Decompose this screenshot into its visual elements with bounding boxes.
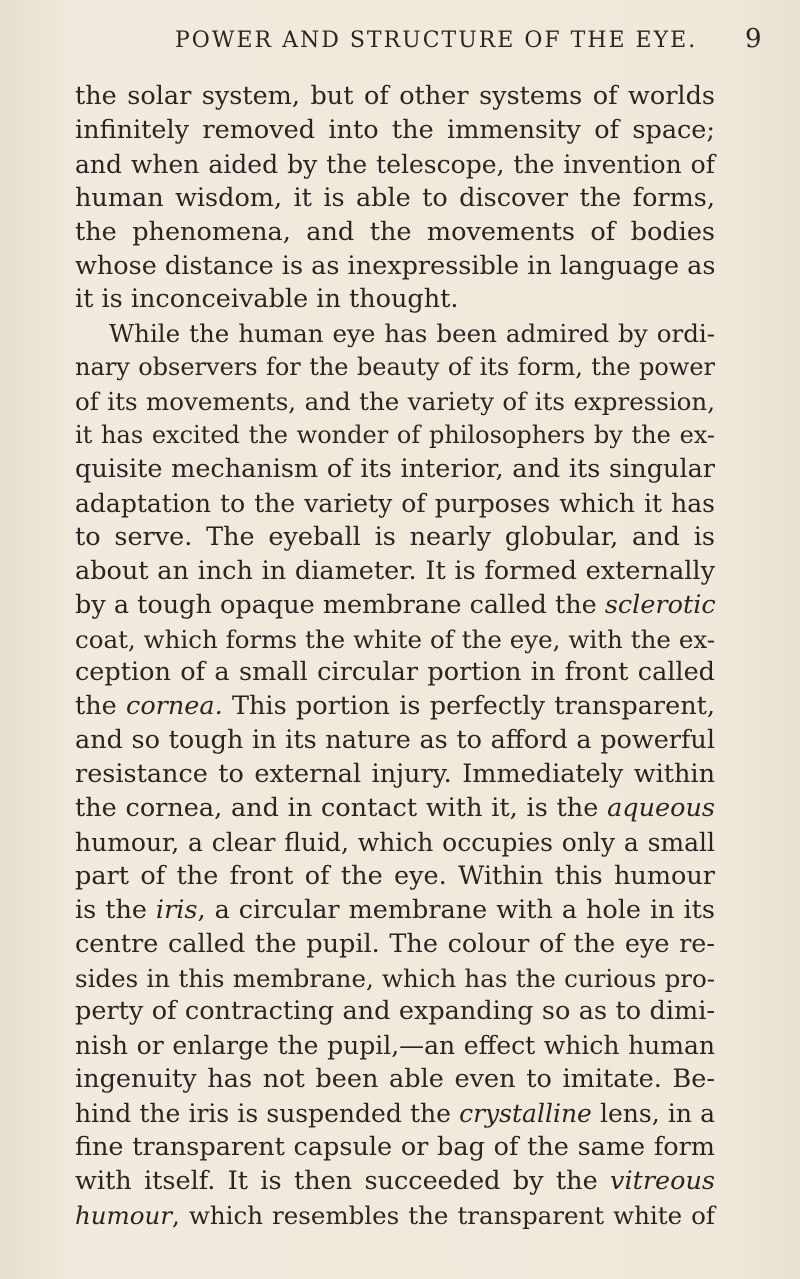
running-head: POWER AND STRUCTURE OF THE EYE. xyxy=(175,28,698,53)
text-line: and so tough in its nature as to afford a powerful xyxy=(75,725,715,756)
page-header xyxy=(0,22,800,62)
text-line: of its movements, and the variety of its expression, xyxy=(75,387,715,417)
text-line: hind the iris is suspended the crystalline lens, in a xyxy=(75,1099,716,1129)
text-line: the solar system, but of other systems of worlds xyxy=(75,81,715,111)
text-line: nary observers for the beauty of its form, the power xyxy=(75,353,715,382)
body-text xyxy=(75,80,715,1233)
text-line: and when aided by the telescope, the invention of xyxy=(75,149,715,179)
text-line: whose distance is as inexpressible in language as xyxy=(75,250,716,281)
text-line: the phenomena, and the movements of bodies xyxy=(75,216,715,247)
text-line: part of the front of the eye. Within this humour xyxy=(75,860,715,891)
text-line: centre called the pupil. The colour of the eye re- xyxy=(75,928,715,959)
text-line: is the iris, a circular membrane with a hole in its xyxy=(75,894,715,925)
text-line: humour, which resembles the transparent white of xyxy=(75,1200,715,1230)
text-line: it has excited the wonder of philosophers by the ex- xyxy=(75,421,715,450)
text-line: the cornea, and in contact with it, is the aqueous xyxy=(75,793,715,824)
text-line: fine transparent capsule or bag of the same form xyxy=(75,1132,715,1163)
paragraph-end-line: it is inconceivable in thought. xyxy=(75,284,459,315)
text-line: nish or enlarge the pupil,—an effect which human xyxy=(75,1031,715,1061)
text-line: about an inch in diameter. It is formed externally xyxy=(75,555,715,586)
text-line: infinitely removed into the immensity of space; xyxy=(75,114,715,145)
text-line: humour, a clear fluid, which occupies only a small xyxy=(75,827,715,857)
text-line: ingenuity has not been able even to imitate. Be- xyxy=(75,1064,715,1095)
text-line: to serve. The eyeball is nearly globular, and is xyxy=(75,521,715,552)
text-line: ception of a small circular portion in front called xyxy=(75,657,715,688)
text-line: resistance to external injury. Immediately within xyxy=(75,759,715,790)
text-line: quisite mechanism of its interior, and its singular xyxy=(75,453,715,484)
text-line: perty of contracting and expanding so as to dimi- xyxy=(75,996,715,1027)
paragraph-start-line: While the human eye has been admired by ordi- xyxy=(109,319,715,349)
text-line: with itself. It is then succeeded by the vitreous xyxy=(75,1166,715,1196)
text-line: by a tough opaque membrane called the sclerotic xyxy=(75,589,716,620)
text-line: human wisdom, it is able to discover the forms, xyxy=(75,182,715,213)
page-number: 9 xyxy=(745,24,762,54)
text-line: adaptation to the variety of purposes which it has xyxy=(75,488,715,518)
text-line: sides in this membrane, which has the curious pro- xyxy=(75,963,715,993)
text-line: the cornea. This portion is perfectly transparent, xyxy=(75,691,715,722)
text-line: coat, which forms the white of the eye, with the ex- xyxy=(75,624,715,654)
